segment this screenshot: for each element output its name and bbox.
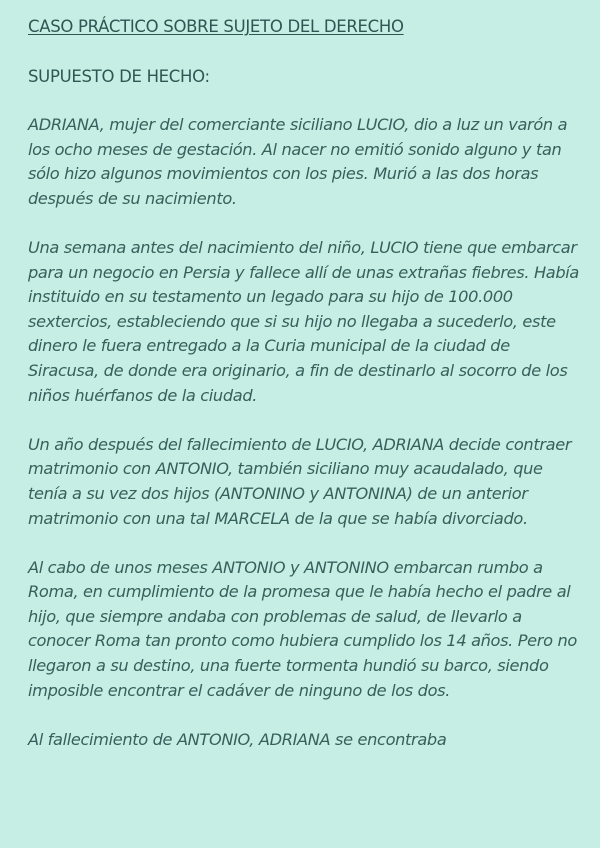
paragraph-1: ADRIANA, mujer del comerciante siciliano LUCIO, dio a luz un varón a los ocho meses de gestación. Al nacer no emitió sonido alguno y tan sólo hizo algunos movimientos con los pies. Murió a las dos horas después de su nacimiento. (28, 115, 568, 208)
paragraph-4: Al cabo de unos meses ANTONIO y ANTONINO embarcan rumbo a Roma, en cumplimiento de la promesa que le había hecho el padre al hijo, que siempre andaba con problemas de salud, de llevarlo a conocer Roma tan pronto como hubiera cumplido los 14 años. Pero no llegaron a su destino, una fuerte tormenta hundió su barco, siendo imposible encontrar el cadáver de ninguno de los dos. (28, 557, 577, 700)
paragraph-3: Un año después del fallecimiento de LUCIO, ADRIANA decide contraer matrimonio con ANTONIO, también siciliano muy acaudalado, que tenía a su vez dos hijos (ANTONINO y ANTONINA) de un anterior matrimonio con una tal MARCELA de la que se había divorciado. (28, 434, 572, 528)
paragraph-2: Una semana antes del nacimiento del niño, LUCIO tiene que embarcar para un negocio en Persia y fallece allí de unas extrañas fiebres. Había instituido en su testamento un legado para su hijo de 100.000 sextercios, estableciendo que si su hijo no llegaba a sucederlo, este dinero le fuera entregado a la Curia municipal de la ciudad de Siracusa, de donde era originario, a fin de destinarlo al socorro de los niños huérfanos de la ciudad. (28, 237, 579, 405)
section-heading: SUPUESTO DE HECHO: (28, 67, 210, 86)
paragraph-5: Al fallecimiento de ANTONIO, ADRIANA se encontraba (28, 729, 447, 749)
document-title: CASO PRÁCTICO SOBRE SUJETO DEL DERECHO (28, 17, 404, 36)
